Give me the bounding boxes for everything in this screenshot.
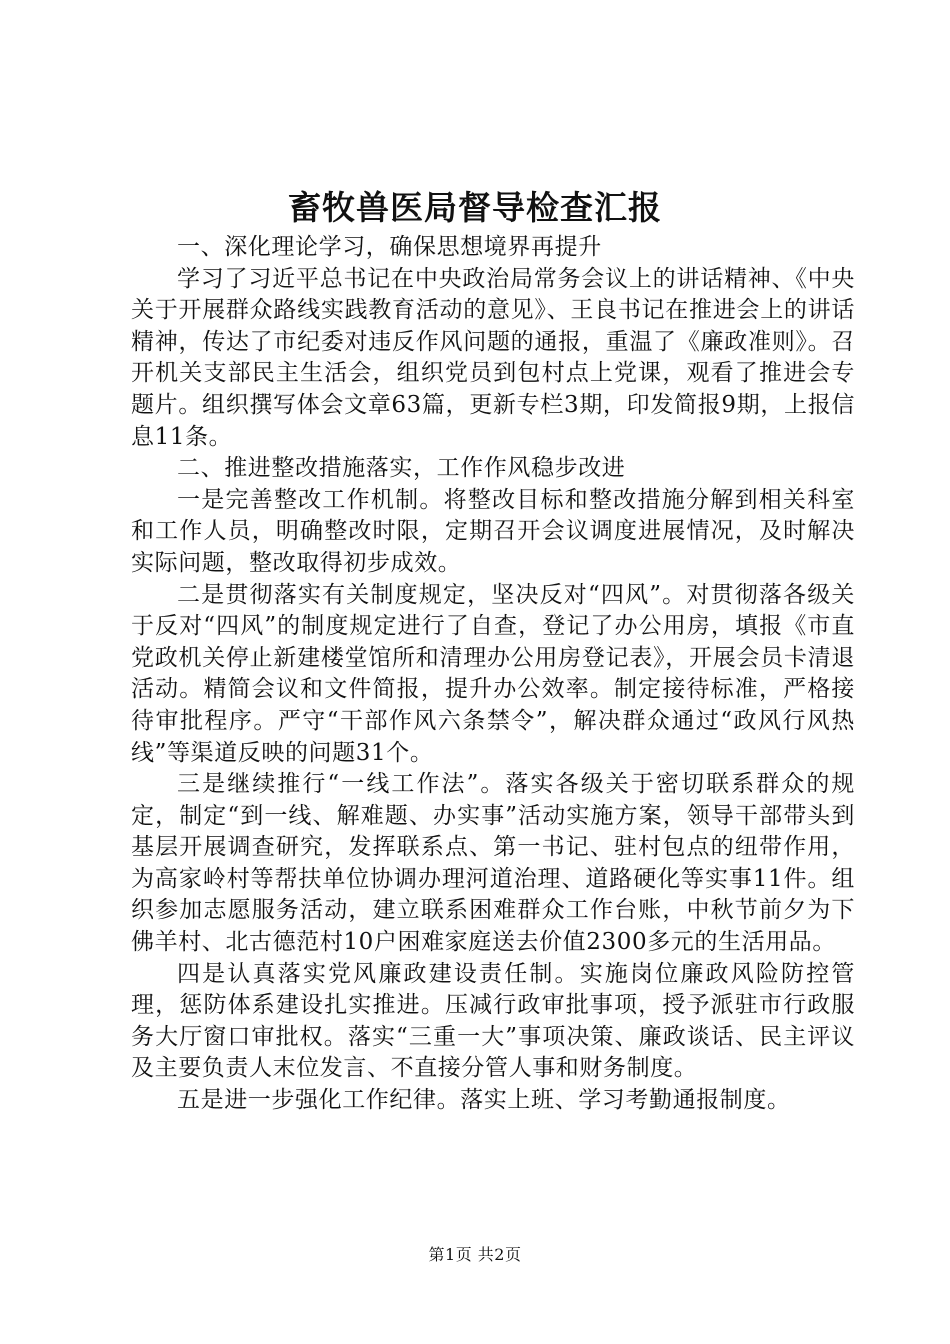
page-number-footer: 第1页 共2页 — [428, 1245, 522, 1264]
paragraph-theory-study: 学习了习近平总书记在中央政治局常务会议上的讲话精神、《中央关于开展群众路线实践教育活动的意见》、王良书记在推进会上的讲话精神，传达了市纪委对违反作风问题的通报，重温了《廉政准则》。召开机关支部民主生活会，组织党员到包村点上党课，观看了推进会专题片。组织撰写体会文章63篇，更新专栏3期，印发简报9期，上报信息11条。 — [131, 265, 855, 450]
paragraph-integrity: 四是认真落实党风廉政建设责任制。实施岗位廉政风险防控管理，惩防体系建设扎实推进。压减行政审批事项，授予派驻市行政服务大厅窗口审批权。落实“三重一大”事项决策、廉政谈话、民主评议及主要负责人末位发言、不直接分管人事和财务制度。 — [131, 960, 855, 1082]
paragraph-discipline: 五是进一步强化工作纪律。落实上班、学习考勤通报制度。 — [177, 1087, 791, 1114]
paragraph-four-winds: 二是贯彻落实有关制度规定，坚决反对“四风”。对贯彻落各级关于反对“四风”的制度规定进行了自查，登记了办公用房，填报《市直党政机关停止新建楼堂馆所和清理办公用房登记表》，开展会员卡清退活动。精简会议和文件简报，提升办公效率。制定接待标准，严格接待审批程序。严守“干部作风六条禁令”，解决群众通过“政风行风热线”等渠道反映的问题31个。 — [131, 581, 855, 766]
page-title: 畜牧兽医局督导检查汇报 — [288, 188, 662, 227]
section-heading-2: 二、推进整改措施落实，工作作风稳步改进 — [177, 455, 626, 482]
paragraph-frontline-method: 三是继续推行“一线工作法”。落实各级关于密切联系群众的规定，制定“到一线、解难题、办实事”活动实施方案，领导干部带头到基层开展调查研究，发挥联系点、第一书记、驻村包点的纽带作用，为高家岭村等帮扶单位协调办理河道治理、道路硬化等实事11件。组织参加志愿服务活动，建立联系困难群众工作台账，中秋节前夕为下佛羊村、北古德范村10户困难家庭送去价值2300多元的生活用品。 — [131, 771, 855, 956]
section-heading-1: 一、深化理论学习，确保思想境界再提升 — [177, 234, 602, 260]
paragraph-mechanism: 一是完善整改工作机制。将整改目标和整改措施分解到相关科室和工作人员，明确整改时限，定期召开会议调度进展情况，及时解决实际问题，整改取得初步成效。 — [131, 486, 855, 576]
document-body — [131, 232, 855, 1117]
